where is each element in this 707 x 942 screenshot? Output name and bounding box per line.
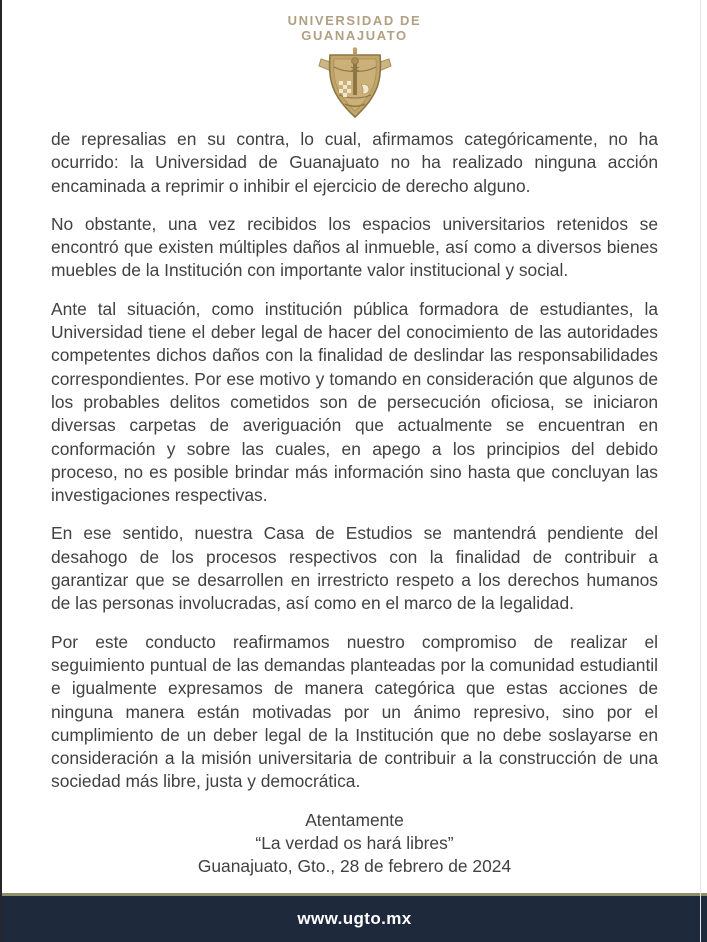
university-crest-icon <box>315 47 395 121</box>
page-header <box>2 0 707 121</box>
statement-body <box>2 121 707 879</box>
website-link[interactable]: www.ugto.mx <box>297 909 412 928</box>
paragraph-5: Por este conducto reafirmamos nuestro compromiso de realizar el seguimiento puntual de las demandas planteadas por la comunidad estudiantil e igualmente expresamos de manera categórica que estas acciones de ninguna manera están motivadas por un ánimo represivo, sino por el cumplimiento de un deber legal de la Institución que no debe soslayarse en consideración a la misión universitaria de contribuir a la construcción de una sociedad más libre, justa y democrática. <box>51 631 658 792</box>
university-name <box>2 13 707 43</box>
university-name-line2: GUANAJUATO <box>301 28 408 43</box>
footer-bar <box>2 896 707 942</box>
paragraph-4: En ese sentido, nuestra Casa de Estudios se mantendrá pendiente del desahogo de los procesos respectivos con la finalidad de contribuir a garantizar que se desarrollen en irrestricto respeto a los derechos humanos de las personas involucradas, así como en el marco de la legalidad. <box>51 523 658 614</box>
paragraph-1: de represalias en su contra, lo cual, afirmamos categóricamente, no ha ocurrido: la Universidad de Guanajuato no ha realizado ninguna acción encaminada a reprimir o inhibir el ejercicio de derecho alguno. <box>51 129 658 196</box>
university-name-line1: UNIVERSIDAD DE <box>287 13 422 28</box>
closing-dateline: Guanajuato, Gto., 28 de febrero de 2024 <box>197 856 512 877</box>
paragraph-2: No obstante, una vez recibidos los espacios universitarios retenidos se encontró que existen múltiples daños al inmueble, así como a diversos bienes muebles de la Institución con importante valor institucional y social. <box>51 213 658 281</box>
closing-salutation: Atentamente <box>305 809 404 830</box>
page-footer <box>2 893 707 942</box>
paragraph-3: Ante tal situación, como institución pública formadora de estudiantes, la Universidad tiene el deber legal de hacer del conocimiento de las autoridades competentes dichos daños con la finalidad de deslindar las responsabilidades correspondientes. Por ese motivo y tomando en consideración que algunos de los probables delitos cometidos son de persecución oficiosa, se iniciaron diversas carpetas de averiguación que actualmente se encuentran en conformación y sobre las cuales, en apego a los principios del debido proceso, no es posible brindar más información sino hasta que concluyan las investigaciones respectivas. <box>51 298 658 506</box>
closing-motto: “La verdad os hará libres” <box>255 833 454 854</box>
closing-block <box>51 809 658 879</box>
